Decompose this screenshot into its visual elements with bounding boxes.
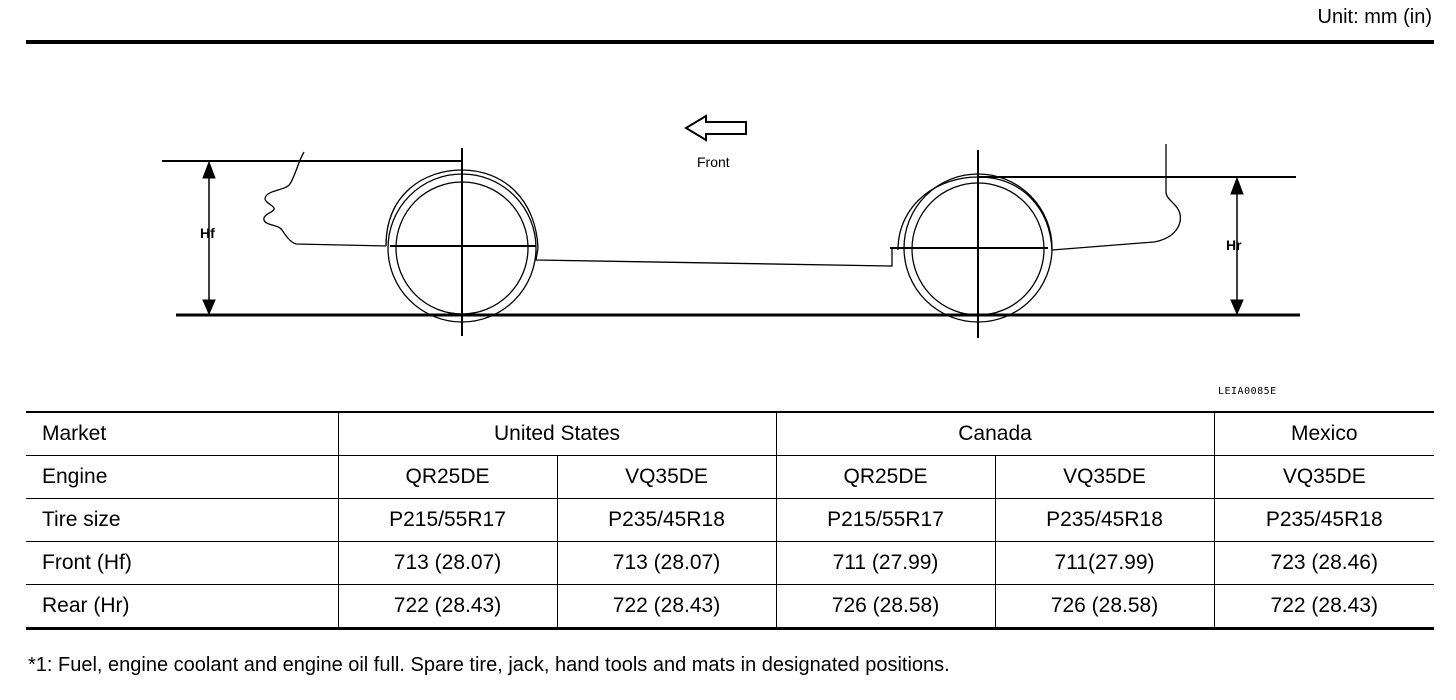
table-cell: 726 (28.58) — [776, 585, 995, 629]
unit-label: Unit: mm (in) — [1317, 6, 1432, 28]
market-mexico: Mexico — [1214, 412, 1434, 456]
front-label: Front — [697, 154, 730, 170]
table-cell: 711 (27.99) — [776, 542, 995, 585]
market-united-states: United States — [338, 412, 776, 456]
table-row — [26, 456, 1434, 499]
row-label: Rear (Hr) — [26, 585, 338, 629]
footnote: *1: Fuel, engine coolant and engine oil full. Spare tire, jack, hand tools and mats in designated positions. — [28, 654, 950, 676]
table-cell: P235/45R18 — [995, 499, 1214, 542]
table-cell: QR25DE — [338, 456, 557, 499]
table-cell: 711(27.99) — [995, 542, 1214, 585]
hf-label: Hf — [200, 225, 215, 241]
table-cell: 713 (28.07) — [338, 542, 557, 585]
table-cell: 726 (28.58) — [995, 585, 1214, 629]
row-label: Engine — [26, 456, 338, 499]
table-cell: VQ35DE — [1214, 456, 1434, 499]
table-row — [26, 585, 1434, 629]
table-cell: 722 (28.43) — [338, 585, 557, 629]
figure-code: LEIA0085E — [1218, 386, 1277, 397]
table-cell: 713 (28.07) — [557, 542, 776, 585]
table-cell: QR25DE — [776, 456, 995, 499]
hr-label: Hr — [1226, 237, 1242, 253]
table-cell: VQ35DE — [557, 456, 776, 499]
table-cell: P215/55R17 — [776, 499, 995, 542]
rear-wheel — [890, 150, 1052, 338]
ground-clearance-table — [26, 411, 1434, 630]
table-row — [26, 542, 1434, 585]
table-cell: 723 (28.46) — [1214, 542, 1434, 585]
table-cell: 722 (28.43) — [1214, 585, 1434, 629]
table-row — [26, 499, 1434, 542]
front-arrow-icon — [686, 116, 746, 140]
table-cell: P235/45R18 — [1214, 499, 1434, 542]
row-label: Front (Hf) — [26, 542, 338, 585]
table-header-row — [26, 412, 1434, 456]
market-canada: Canada — [776, 412, 1214, 456]
table-cell: P235/45R18 — [557, 499, 776, 542]
table-cell: 722 (28.43) — [557, 585, 776, 629]
table-cell: P215/55R17 — [338, 499, 557, 542]
row-label: Tire size — [26, 499, 338, 542]
market-header: Market — [26, 412, 338, 456]
ground-clearance-diagram — [0, 44, 1456, 344]
table-cell: VQ35DE — [995, 456, 1214, 499]
front-wheel — [388, 148, 536, 336]
